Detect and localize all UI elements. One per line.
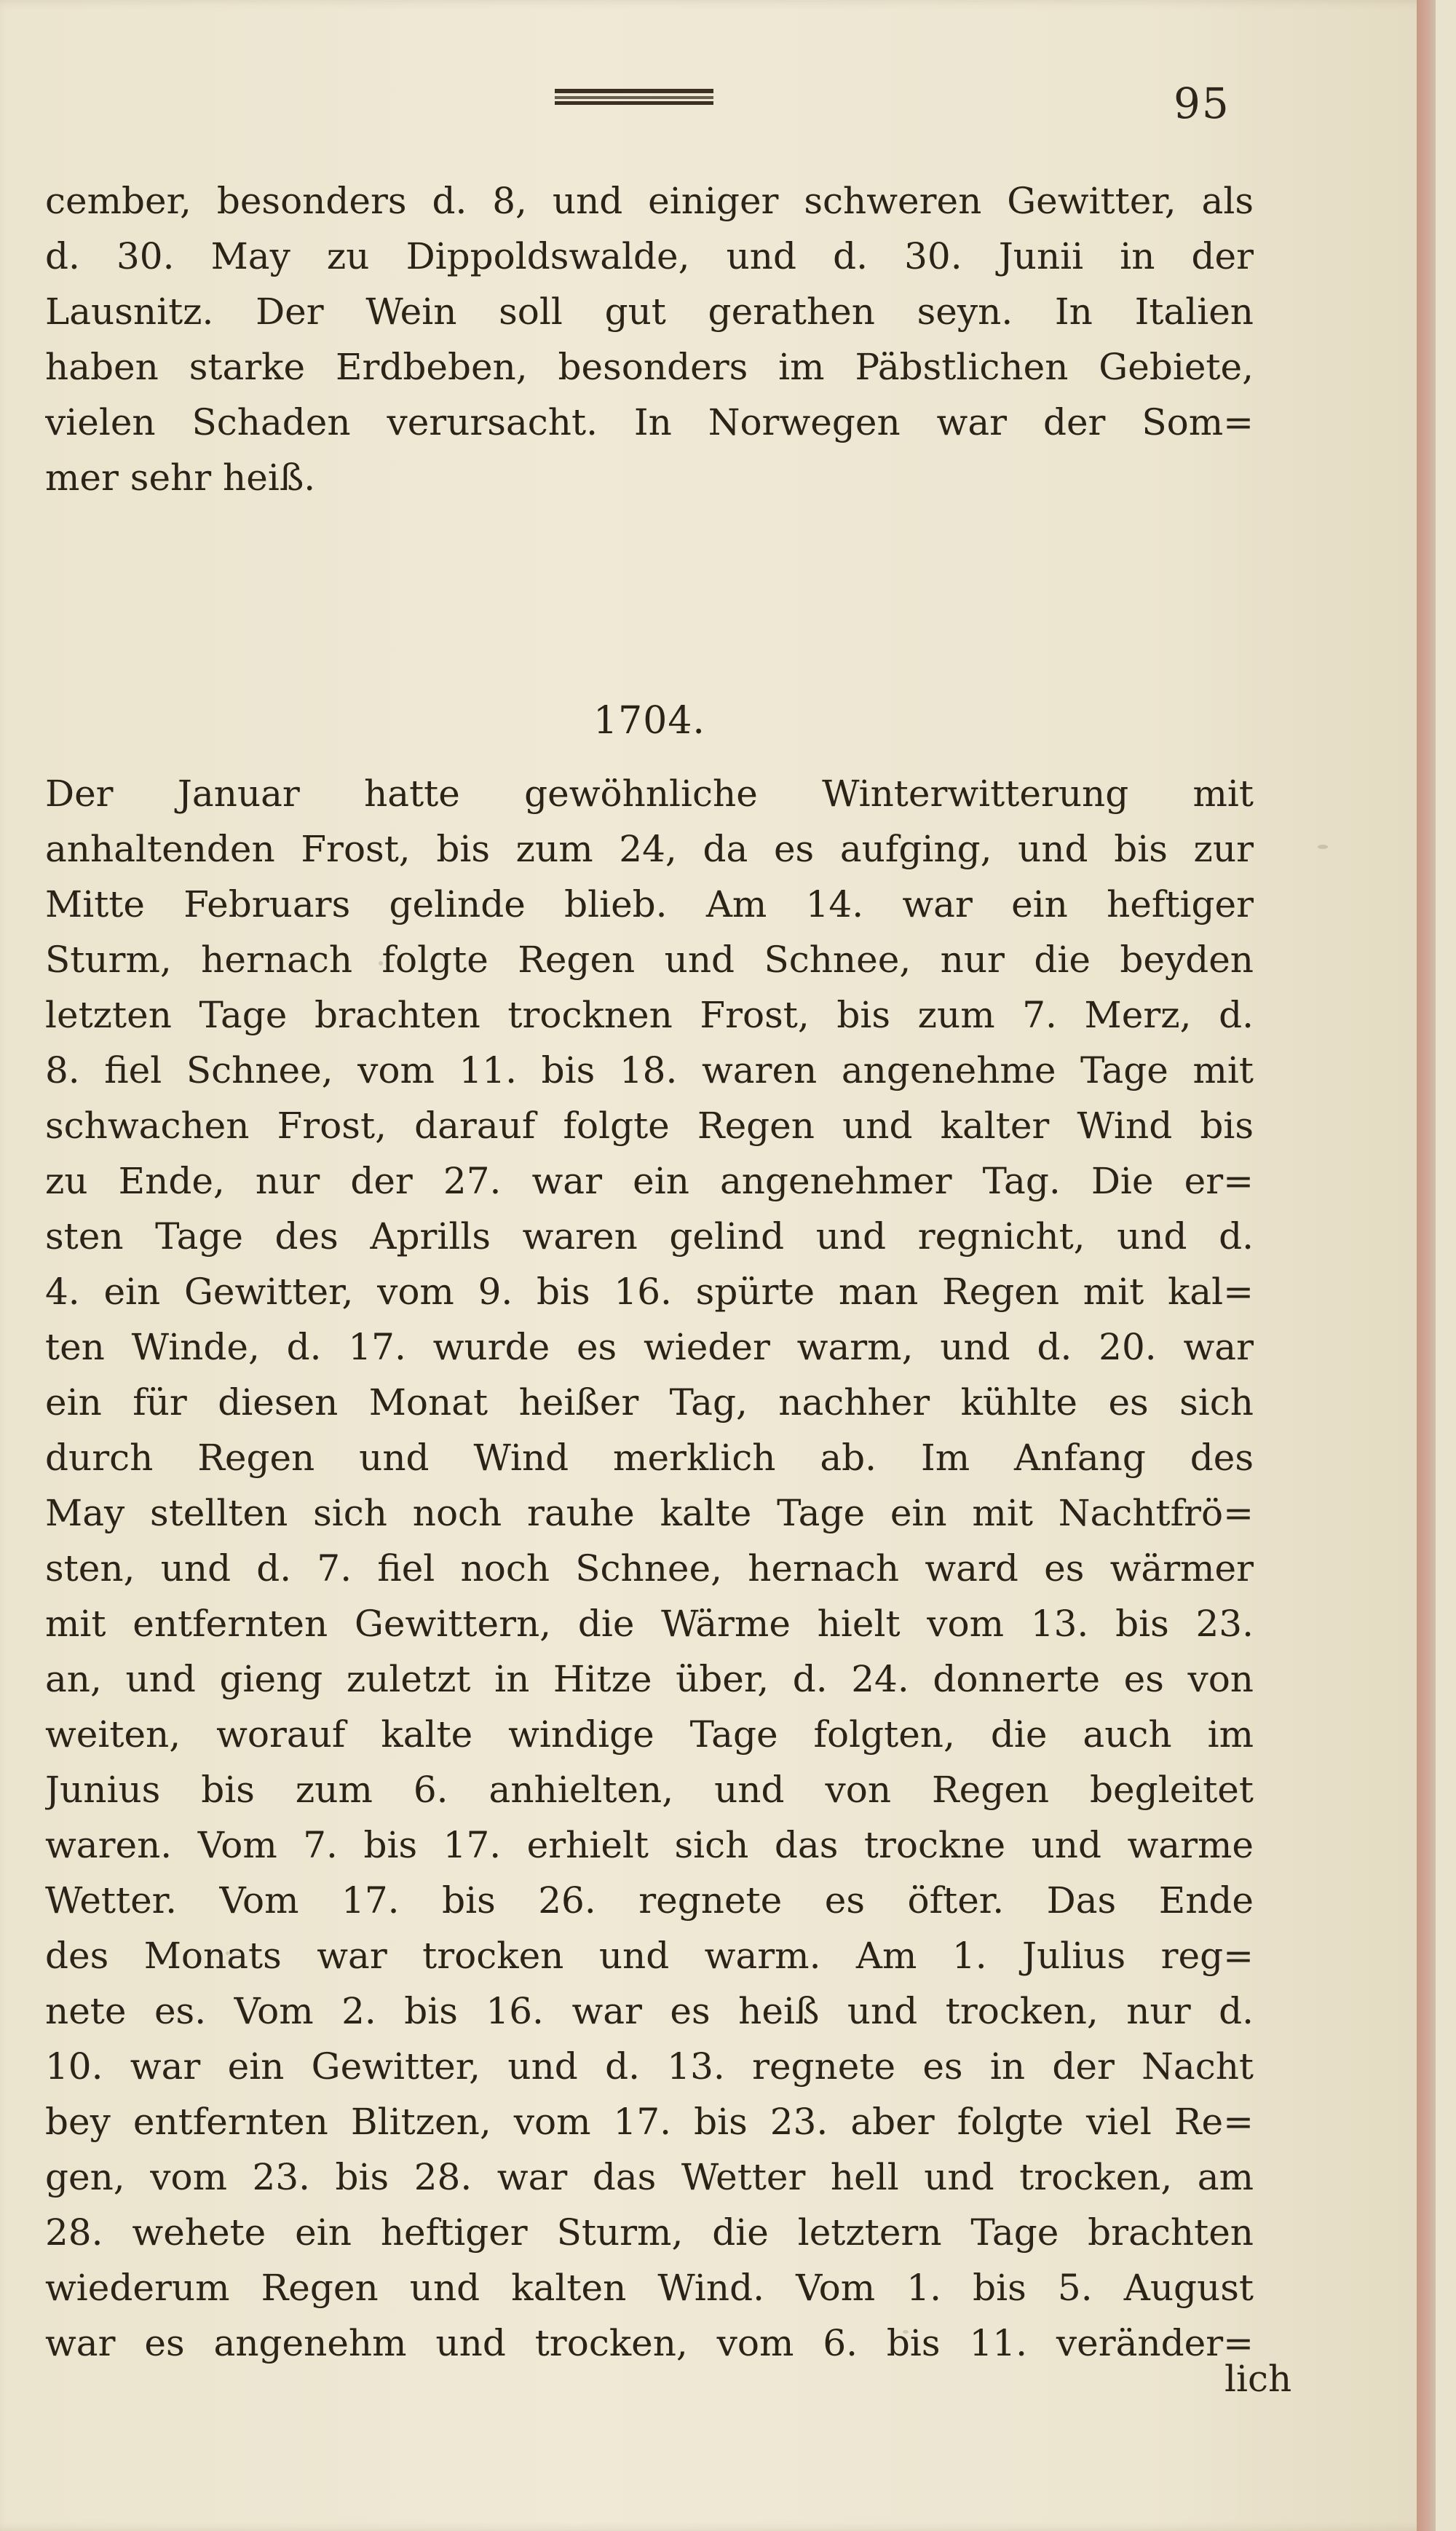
- text-line: mit entfernten Gewittern, die Wärme hielt vom 13. bis 23.: [45, 1603, 1254, 1645]
- text-line: gen, vom 23. bis 28. war das Wetter hell und trocken, am: [45, 2156, 1254, 2198]
- text-line: Mitte Februars gelinde blieb. Am 14. war ein heftiger: [45, 883, 1254, 925]
- text-line: waren. Vom 7. bis 17. erhielt sich das trockne und warme: [45, 1824, 1254, 1866]
- text-line: letzten Tage brachten trocknen Frost, bis zum 7. Merz, d.: [45, 994, 1254, 1036]
- text-line: Lausnitz. Der Wein soll gut gerathen seyn. In Italien: [45, 291, 1254, 333]
- page-number: 95: [1174, 79, 1230, 128]
- text-line: wiederum Regen und kalten Wind. Vom 1. bis 5. August: [45, 2267, 1254, 2309]
- ornament-rule-bottom: [555, 101, 713, 105]
- text-line: Der Januar hatte gewöhnliche Winterwitterung mit: [45, 773, 1254, 815]
- text-line: 8. fiel Schnee, vom 11. bis 18. waren angenehme Tage mit: [45, 1049, 1254, 1091]
- paper-speck: [903, 2330, 909, 2334]
- text-line: Sturm, hernach folgte Regen und Schnee, nur die beyden: [45, 939, 1254, 981]
- text-line: nete es. Vom 2. bis 16. war es heiß und trocken, nur d.: [45, 1990, 1254, 2032]
- catchword: lich: [1224, 2358, 1292, 2400]
- text-line: an, und gieng zuletzt in Hitze über, d. 24. donnerte es von: [45, 1658, 1254, 1700]
- text-line: d. 30. May zu Dippoldswalde, und d. 30. Junii in der: [45, 235, 1254, 277]
- page-edge: [1417, 0, 1436, 2531]
- text-line: schwachen Frost, darauf folgte Regen und kalter Wind bis: [45, 1105, 1254, 1147]
- text-line: zu Ende, nur der 27. war ein angenehmer Tag. Die er=: [45, 1160, 1254, 1202]
- text-line: anhaltenden Frost, bis zum 24, da es aufging, und bis zur: [45, 828, 1254, 870]
- ornament-rule-middle: [555, 96, 713, 99]
- paper-speck: [226, 1951, 229, 1955]
- paper-speck: [1318, 845, 1328, 849]
- paper-speck: [379, 961, 383, 966]
- text-line: 4. ein Gewitter, vom 9. bis 16. spürte man Regen mit kal=: [45, 1271, 1254, 1313]
- text-line: May stellten sich noch rauhe kalte Tage ein mit Nachtfrö=: [45, 1492, 1254, 1534]
- year-heading: 1704.: [593, 699, 705, 743]
- text-line: Wetter. Vom 17. bis 26. regnete es öfter. Das Ende: [45, 1879, 1254, 1922]
- text-line: durch Regen und Wind merklich ab. Im Anfang des: [45, 1437, 1254, 1479]
- text-line: war es angenehm und trocken, vom 6. bis 11. veränder=: [45, 2322, 1254, 2364]
- text-line: cember, besonders d. 8, und einiger schweren Gewitter, als: [45, 180, 1254, 222]
- text-line: vielen Schaden verursacht. In Norwegen war der Som=: [45, 401, 1254, 443]
- text-line: des Monats war trocken und warm. Am 1. Julius reg=: [45, 1935, 1254, 1977]
- text-line: mer sehr heiß.: [45, 457, 316, 499]
- text-line: haben starke Erdbeben, besonders im Päbstlichen Gebiete,: [45, 346, 1254, 388]
- text-line: ten Winde, d. 17. wurde es wieder warm, und d. 20. war: [45, 1326, 1254, 1368]
- header-ornament: [555, 89, 713, 105]
- text-line: ein für diesen Monat heißer Tag, nachher kühlte es sich: [45, 1381, 1254, 1424]
- text-line: sten, und d. 7. fiel noch Schnee, hernach ward es wärmer: [45, 1547, 1254, 1590]
- text-line: sten Tage des Aprills waren gelind und regnicht, und d.: [45, 1215, 1254, 1257]
- text-line: Junius bis zum 6. anhielten, und von Regen begleitet: [45, 1769, 1254, 1811]
- text-line: 28. wehete ein heftiger Sturm, die letztern Tage brachten: [45, 2211, 1254, 2254]
- text-line: bey entfernten Blitzen, vom 17. bis 23. aber folgte viel Re=: [45, 2101, 1254, 2143]
- text-line: 10. war ein Gewitter, und d. 13. regnete es in der Nacht: [45, 2045, 1254, 2088]
- ornament-rule-top: [555, 89, 713, 93]
- text-line: weiten, worauf kalte windige Tage folgten, die auch im: [45, 1713, 1254, 1756]
